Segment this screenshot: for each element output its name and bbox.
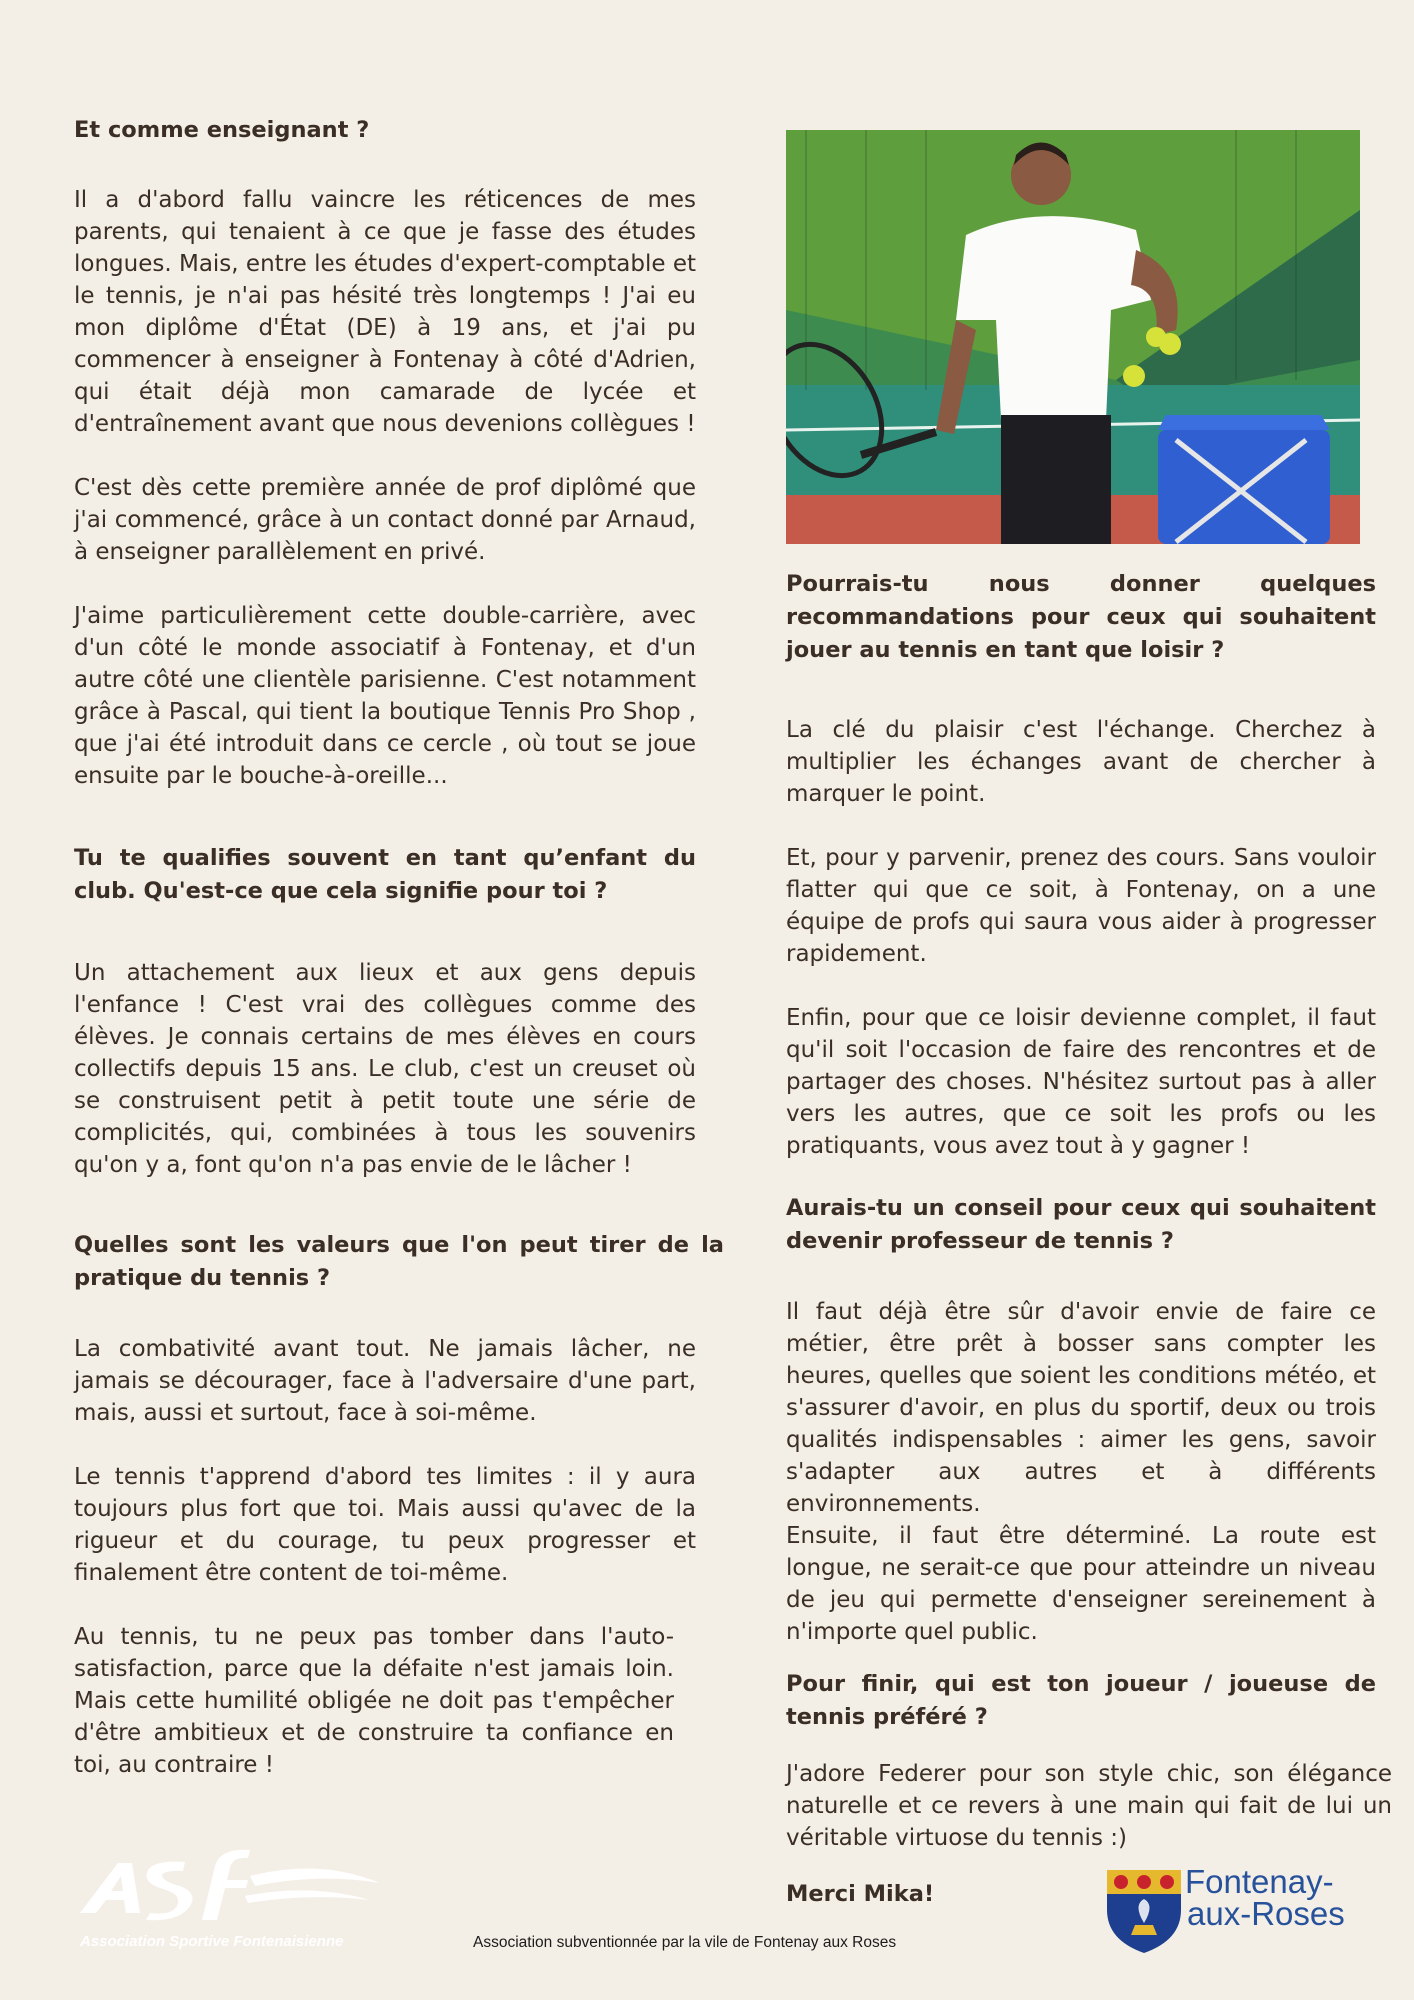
section-heading: Pour finir, qui est ton joueur / joueuse de tennis préféré ? [786,1671,1376,1730]
paragraph: Enfin, pour que ce loisir devienne complet, il faut qu'il soit l'occasion de faire des rencontres et de partager des choses. N'hésitez surtout pas à aller vers les autres, que ce soit les profs ou les pratiquants, vous avez tout à y gagner ! [786,1005,1376,1159]
paragraph: Le tennis t'apprend d'abord tes limites : il y aura toujours plus fort que toi. Mais aussi qu'avec de la rigueur et du courage, tu peux progresser et finalement être content de toi-même. [74,1464,696,1586]
coach-photo [786,130,1360,544]
footer-note: Association subventionnée par la vile de Fontenay aux Roses [473,1934,897,1951]
section-heading: Aurais-tu un conseil pour ceux qui souhaitent devenir professeur de tennis ? [786,1195,1376,1254]
paragraph: La clé du plaisir c'est l'échange. Cherchez à multiplier les échanges avant de chercher à marquer le point. [786,717,1376,807]
section-heading: Pourrais-tu nous donner quelques recommandations pour ceux qui souhaitent jouer au tennis en tant que loisir ? [786,571,1376,663]
city-name-line1: Fontenay- [1185,1863,1334,1900]
paragraph: Au tennis, tu ne peux pas tomber dans l'auto-satisfaction, parce que la défaite n'est jamais loin. Mais cette humilité obligée ne doit pas t'empêcher d'être ambitieux et de construire ta confiance en toi, au contraire ! [74,1624,674,1778]
asf-logo [80,1838,380,1958]
paragraph: Et, pour y parvenir, prenez des cours. Sans vouloir flatter qui que ce soit, à Fontenay, on a une équipe de profs qui saura vous aider à progresser rapidement. [786,845,1376,967]
city-name [1185,1863,1345,1932]
section-heading: Quelles sont les valeurs que l'on peut tirer de la pratique du tennis ? [74,1232,724,1291]
left-column [74,114,724,1781]
right-column [786,568,1392,1911]
paragraph: J'adore Federer pour son style chic, son élégance naturelle et ce revers à une main qui fait de lui un véritable virtuose du tennis :) [786,1761,1392,1851]
closing-line: Merci Mika! [786,1881,935,1907]
tennis-court-illustration [786,130,1360,544]
paragraph: Un attachement aux lieux et aux gens depuis l'enfance ! C'est vrai des collègues comme des élèves. Je connais certains de mes élèves en cours collectifs depuis 15 ans. Le club, c'est un creuset où se construisent petit à petit toute une série de complicités, qui, combinées à tous les souvenirs qu'on y a, font qu'on n'a pas envie de le lâcher ! [74,960,696,1178]
paragraph: C'est dès cette première année de prof diplômé que j'ai commencé, grâce à un contact donné par Arnaud, à enseigner parallèlement en privé. [74,475,696,565]
city-name-line2: aux-Roses [1187,1895,1345,1932]
paragraph: La combativité avant tout. Ne jamais lâcher, ne jamais se décourager, face à l'adversaire d'une part, mais, aussi et surtout, face à soi-même. [74,1336,696,1426]
section-heading: Tu te qualifies souvent en tant qu’enfant du club. Qu'est-ce que cela signifie pour toi ? [74,845,696,904]
asf-logo-subtitle: Association Sportive Fontenaisienne [80,1933,344,1950]
paragraph: Il faut déjà être sûr d'avoir envie de faire ce métier, être prêt à bosser sans compter les heures, quelles que soient les conditions météo, et s'assurer d'avoir, en plus du sportif, deux ou trois qualités indispensables : aimer les gens, savoir s'adapter aux autres et à différents environnements. [786,1299,1376,1517]
section-heading: Et comme enseignant ? [74,117,370,143]
paragraph: Il a d'abord fallu vaincre les réticences de mes parents, qui tenaient à ce que je fasse des études longues. Mais, entre les études d'expert-comptable et le tennis, je n'ai pas hésité très longtemps ! J'ai eu mon diplôme d'État (DE) à 19 ans, et j'ai pu commencer à enseigner à Fontenay à côté d'Adrien, qui était déjà mon camarade de lycée et d'entraînement avant que nous devenions collègues ! [74,187,696,437]
paragraph: Ensuite, il faut être déterminé. La route est longue, ne serait-ce que pour atteindre un niveau de jeu qui permette d'enseigner sereinement à n'importe quel public. [786,1523,1376,1645]
paragraph: J'aime particulièrement cette double-carrière, avec d'un côté le monde associatif à Fontenay, et d'un autre côté une clientèle parisienne. C'est notamment grâce à Pascal, qui tient la boutique Tennis Pro Shop , que j'ai été introduit dans ce cercle , où tout se joue ensuite par le bouche-à-oreille... [74,603,696,789]
